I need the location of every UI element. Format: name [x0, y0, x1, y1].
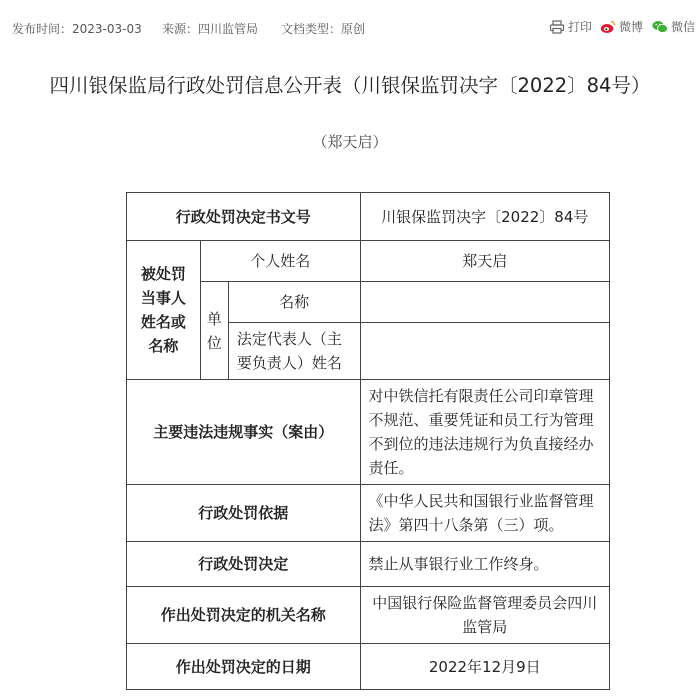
party-label: 被处罚当事人姓名或名称	[127, 241, 201, 380]
wechat-icon	[652, 20, 668, 34]
weibo-share-button[interactable]	[600, 18, 643, 35]
table-row	[127, 485, 610, 542]
penalty-info-table	[126, 192, 610, 690]
violation-facts-value: 对中铁信托有限责任公司印章管理不规范、重要凭证和员工行为管理不到位的违法违规行为负直接经办责任。	[360, 380, 609, 485]
weibo-label: 微博	[619, 20, 644, 34]
decision-number-value: 川银保监罚决字〔2022〕84号	[360, 193, 609, 241]
page-subtitle: （郑天启）	[312, 133, 388, 151]
table-row	[127, 644, 610, 690]
print-label: 打印	[568, 20, 593, 34]
decision-date-value: 2022年12月9日	[360, 644, 609, 690]
unit-representative-label: 法定代表人（主要负责人）姓名	[228, 323, 360, 380]
page-title: 四川银保监局行政处罚信息公开表（川银保监罚决字〔2022〕84号）	[49, 74, 651, 97]
unit-representative-value	[360, 323, 609, 380]
table-row	[127, 380, 610, 485]
violation-facts-label: 主要违法违规事实（案由）	[127, 380, 361, 485]
penalty-decision-value: 禁止从事银行业工作终身。	[360, 542, 609, 587]
penalty-basis-label: 行政处罚依据	[127, 485, 361, 542]
person-name-label: 个人姓名	[200, 241, 360, 282]
penalty-decision-label: 行政处罚决定	[127, 542, 361, 587]
wechat-share-button[interactable]	[652, 18, 695, 35]
table-row	[127, 193, 610, 241]
decision-date-label: 作出处罚决定的日期	[127, 644, 361, 690]
table-row	[127, 542, 610, 587]
decision-number-label: 行政处罚决定书文号	[127, 193, 361, 241]
printer-icon	[549, 20, 565, 34]
article-source: 来源：四川监管局	[162, 22, 259, 36]
unit-name-value	[360, 282, 609, 323]
authority-name-value: 中国银行保险监督管理委员会四川监管局	[360, 587, 609, 644]
person-name-value: 郑天启	[360, 241, 609, 282]
table-row	[127, 241, 610, 282]
publish-time: 发布时间：2023-03-03	[12, 22, 142, 36]
document-type: 文档类型：原创	[281, 22, 366, 36]
penalty-basis-value: 《中华人民共和国银行业监督管理法》第四十八条第（三）项。	[360, 485, 609, 542]
weibo-icon	[600, 20, 616, 34]
wechat-label: 微信	[671, 20, 696, 34]
unit-name-label: 名称	[228, 282, 360, 323]
print-button[interactable]	[549, 18, 592, 35]
authority-name-label: 作出处罚决定的机关名称	[127, 587, 361, 644]
table-row	[127, 587, 610, 644]
article-meta-bar	[0, 0, 700, 56]
unit-label: 单位	[200, 282, 228, 380]
